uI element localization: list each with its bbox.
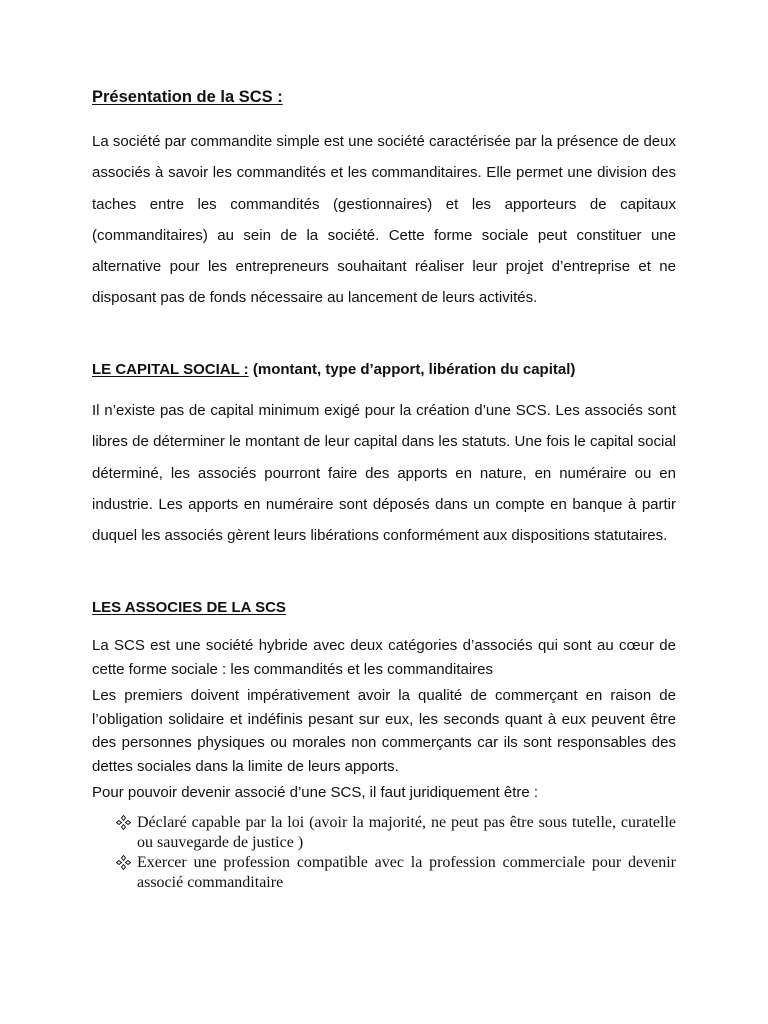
four-diamond-bullet-icon <box>116 855 131 870</box>
eligibility-bullet-list <box>116 813 676 893</box>
document-title: Présentation de la SCS : <box>92 88 283 106</box>
bullet-item <box>116 813 676 853</box>
associes-paragraph-1: La SCS est une société hybride avec deux catégories d’associés qui sont au cœur de cette forme sociale : les commandités et les commanditaires <box>92 637 676 678</box>
capital-heading-subtitle: (montant, type d’apport, libération du capital) <box>248 361 576 378</box>
associes-section-heading <box>92 599 286 616</box>
document-page <box>92 0 676 1024</box>
capital-section-heading <box>92 361 575 378</box>
bullet-text: Déclaré capable par la loi (avoir la majorité, ne peut pas être sous tutelle, curatelle ou sauvegarde de justice ) <box>137 814 676 851</box>
bullet-text: Exercer une profession compatible avec la profession commerciale pour devenir associé commanditaire <box>137 854 676 891</box>
capital-heading-label: LE CAPITAL SOCIAL : <box>92 361 249 378</box>
associes-paragraph-3: Pour pouvoir devenir associé d’une SCS, il faut juridiquement être : <box>92 784 539 801</box>
associes-paragraph-2: Les premiers doivent impérativement avoir la qualité de commerçant en raison de l’obligation solidaire et indéfinis pesant sur eux, les seconds quant à eux peuvent être des personnes physiques ou morales non commerçants car ils sont responsables des dettes sociales dans la limite de leurs apports. <box>92 687 676 775</box>
capital-paragraph: Il n’existe pas de capital minimum exigé pour la création d’une SCS. Les associés sont libres de déterminer le montant de leur capital dans les statuts. Une fois le capital social déterminé, les associés pourront faire des apports en nature, en numéraire ou en industrie. Les apports en numéraire sont déposés dans un compte en banque à partir duquel les associés gèrent leurs libérations conformément aux dispositions statutaires. <box>92 402 676 545</box>
associes-heading-label: LES ASSOCIES DE LA SCS <box>92 599 286 616</box>
intro-paragraph: La société par commandite simple est une société caractérisée par la présence de deux associés à savoir les commandités et les commanditaires. Elle permet une division des taches entre les commandités (gestionnaires) et les apporteurs de capitaux (commanditaires) au sein de la société. Cette forme sociale peut constituer une alternative pour les entrepreneurs souhaitant réaliser leur projet d’entreprise et ne disposant pas de fonds nécessaire au lancement de leurs activités. <box>92 133 676 307</box>
four-diamond-bullet-icon <box>116 815 131 830</box>
bullet-item <box>116 853 676 893</box>
